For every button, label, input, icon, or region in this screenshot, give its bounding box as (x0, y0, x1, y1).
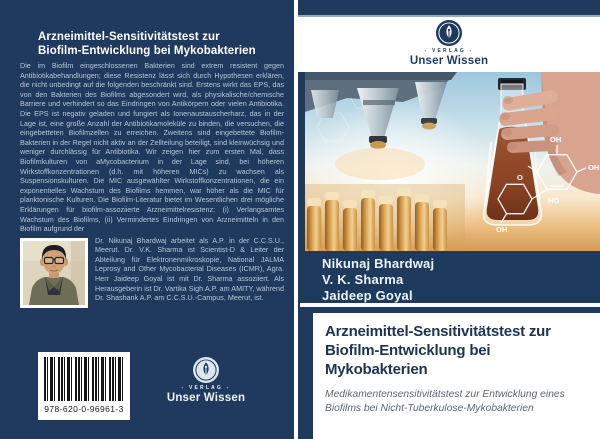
publisher-emblem-icon (436, 20, 462, 46)
front-title-line1: Arzneimittel-Sensitivitätstest zur (325, 323, 551, 340)
front-title (325, 322, 594, 379)
molecule-label: HO (548, 196, 560, 205)
barcode (38, 352, 130, 420)
publisher-logo-back (156, 357, 256, 404)
publisher-emblem-icon (193, 357, 219, 383)
front-title-line2: Biofilm-Entwicklung bei (325, 342, 491, 359)
title-box (313, 313, 600, 439)
back-title-line2: Biofilm-Entwicklung bei Mykobakterien (38, 45, 256, 57)
molecule-label: OH (588, 163, 600, 172)
front-title-line3: Mykobakterien (325, 361, 428, 378)
synopsis-text: Die im Biofilm eingeschlossenen Bakterien sind extrem resistent gegen Antibiotikabehandlungen; diese Resistenz lässt sich durch Hypothesen erklären, die nicht unbedingt auf die folgenden beschränkt sind. Erstens wirkt das EPS, das von den Bakterien des Biofilms abgesondert wird, als physikalische/chemische Barriere und verhindert so das Eindringen von Antikörpern oder vielen Antibiotika. Die EPS ist negativ geladen und fungiert als Ionenaustauscherharz, das in der Lage ist, eine große Anzahl der Antibiotikamoleküle zu binden, die versuchen, die eingebetteten Biofilmzellen zu erreichen. Zweitens sind eingebettete Biofilm-Bakterien in der Regel nicht aktiv an der Zellteilung beteiligt, sind kleinwüchsig und weniger durchlässig für Antibiotika. Wir zeigen hier zum ersten Mal, dass Biofilmkulturen von aMycobacterium in der Lage sind, bei höheren Wirkstoffkonzentrationen (d.h. mit höheren MICs) zu wachsen als Suspensionskulturen. Die MIC ausgewählter Wirkstoffkonzentrationen, die ein exponentielles Wachstum des Biofilms hemmen, war höher als die MIC für planktonische Kulturen. Die Biofilm-Literatur bietet im Wesentlichen drei mögliche Erklärungen für biofilm-assoziierte Arzneimittelresistenz: (i) Verlangsamtes Wachstum des Biofilms, (ii) Vermindertes Eindringen von Arzneimitteln in den Biofilm aufgrund der (20, 61, 284, 234)
barcode-bars (44, 357, 124, 401)
cover-photo-lab (305, 72, 600, 251)
author-bio-block (20, 236, 284, 303)
author-portrait-image (23, 241, 85, 305)
author-portrait (20, 238, 88, 308)
front-subtitle-line2: Biofilms bei Nicht-Tuberkulose-Mykobakterien (325, 402, 534, 414)
publisher-name: Unser Wissen (409, 55, 489, 67)
back-text (20, 61, 284, 310)
author-name-2: V. K. Sharma (322, 272, 404, 287)
back-title-line1: Arzneimittel-Sensitivitätstest zur (38, 31, 220, 43)
publisher-name: Unser Wissen (166, 392, 246, 404)
front-subtitle-line1: Medikamentensensitivitätstest zur Entwicklung eines (325, 389, 565, 400)
authors-band (298, 251, 600, 303)
publisher-logo-front (298, 20, 600, 67)
publisher-verlag-label: - VERLAG - (424, 48, 474, 54)
molecule-label: O (517, 173, 523, 182)
band-separator (300, 303, 600, 307)
publisher-verlag-label: - VERLAG - (181, 385, 231, 391)
back-title (38, 30, 288, 58)
author-bio-text: Dr. Nikunaj Bhardwaj arbeitet als A.P. in der C.C.S.U., Meerut. Dr. V.K. Sharma ist Scientist-D & Leiter der Abteilung für Elektronenmikroskopie, National JALMA Leprosy and Other Mycobacterial Diseases (ICMR), Agra. Herr Jaideep Goyal ist mit Dr. Sharma assoziiert. Als Herausgeberin ist Dr. Vartika Sigh A.P. am AMITY, während Dr. Shashank A.P. am C.C.S.U.-Campus, Meerut, ist. (95, 235, 284, 303)
front-subtitle (325, 388, 594, 415)
molecule-label: OH (496, 225, 508, 234)
test-tubes (305, 184, 465, 251)
isbn-number: 978-620-0-96961-3 (44, 404, 124, 414)
author-name-3: Jaideep Goyal (322, 288, 413, 303)
author-name-1: Nikunaj Bhardwaj (322, 256, 435, 271)
molecule-label: OH (550, 135, 562, 144)
